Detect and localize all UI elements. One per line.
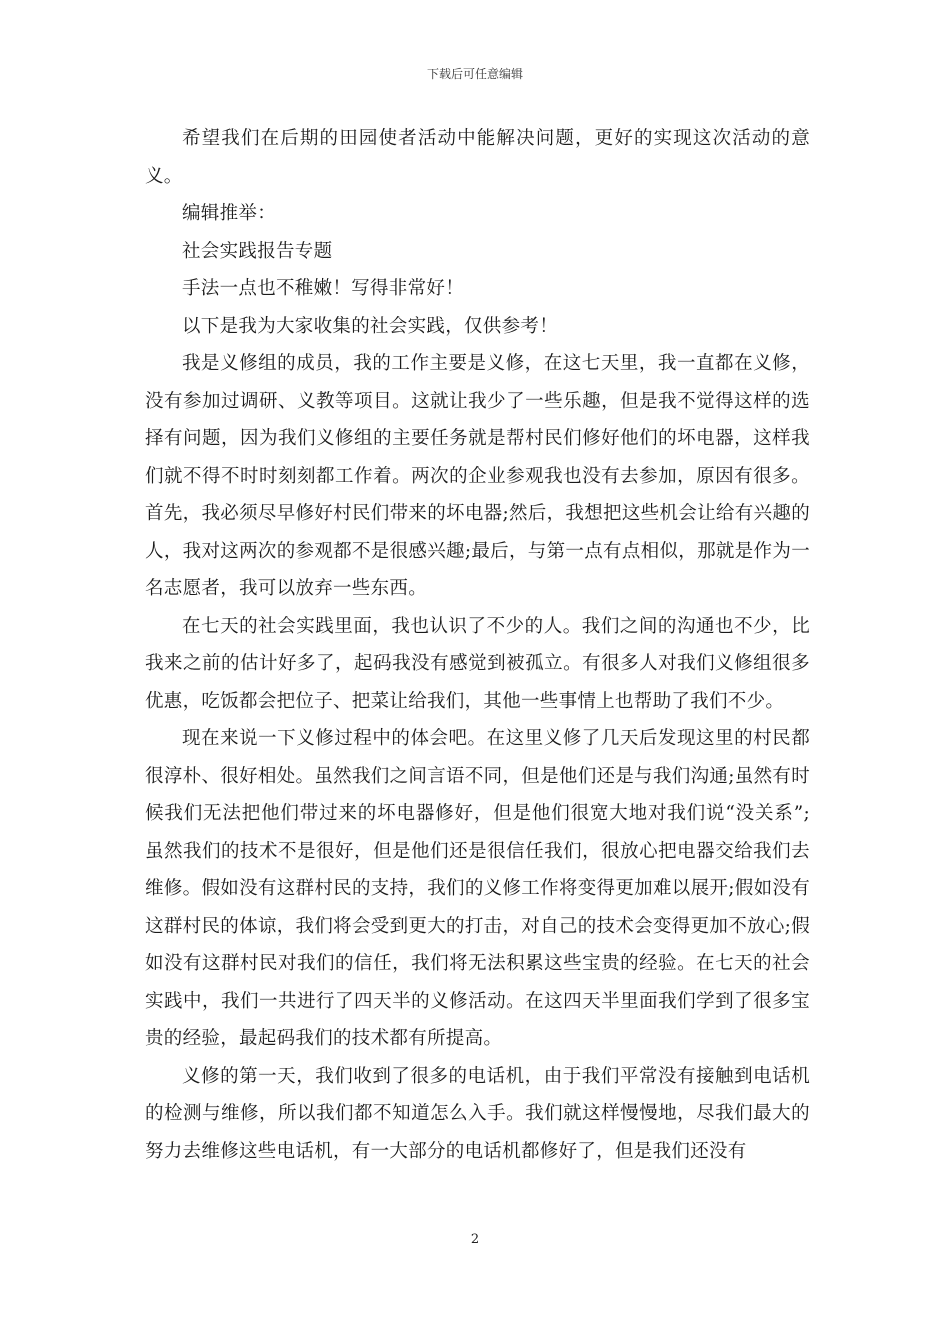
paragraph: 义修的第一天，我们收到了很多的电话机，由于我们平常没有接触到电话机的检测与维修，所以我们都不知道怎么入手。我们就这样慢慢地，尽我们最大的努力去维修这些电话机，有一大部分的电话机都修好了，但是我们还没有 [145,1065,810,1162]
paragraph: 手法一点也不稚嫩！写得非常好！ [182,278,465,299]
paragraph: 社会实践报告专题 [182,240,333,262]
paragraph: 以下是我为大家收集的社会实践，仅供参考！ [182,315,559,337]
paragraph: 希望我们在后期的田园使者活动中能解决问题，更好的实现这次活动的意义。 [145,128,810,187]
page-number: 2 [470,1232,480,1247]
paragraph: 在七天的社会实践里面，我也认识了不少的人。我们之间的沟通也不少，比我来之前的估计好多了，起码我没有感觉到被孤立。有很多人对我们义修组很多优惠，吃饭都会把位子、把菜让给我们，其他一些事情上也帮助了我们不少。 [145,615,810,712]
paragraph: 我是义修组的成员，我的工作主要是义修，在这七天里，我一直都在义修，没有参加过调研、义教等项目。这就让我少了一些乐趣，但是我不觉得这样的选择有问题，因为我们义修组的主要任务就是帮村民们修好他们的坏电器，这样我们就不得不时时刻刻都工作着。两次的企业参观我也没有去参加，原因有很多。首先，我必须尽早修好村民们带来的坏电器;然后，我想把这些机会让给有兴趣的人，我对这两次的参观都不是很感兴趣;最后，与第一点有点相似，那就是作为一名志愿者，我可以放弃一些东西。 [145,353,810,599]
page-header: 下载后可任意编辑 [426,67,523,81]
paragraph: 现在来说一下义修过程中的体会吧。在这里义修了几天后发现这里的村民都很淳朴、很好相处。虽然我们之间言语不同，但是他们还是与我们沟通;虽然有时候我们无法把他们带过来的坏电器修好，但是他们很宽大地对我们说“没关系”;虽然我们的技术不是很好，但是他们还是很信任我们，很放心把电器交给我们去维修。假如没有这群村民的支持，我们的义修工作将变得更加难以展开;假如没有这群村民的体谅，我们将会受到更大的打击，对自己的技术会变得更加不放心;假如没有这群村民对我们的信任，我们将无法积累这些宝贵的经验。在七天的社会实践中，我们一共进行了四天半的义修活动。在这四天半里面我们学到了很多宝贵的经验，最起码我们的技术都有所提高。 [145,728,810,1049]
paragraph: 编辑推举： [182,203,277,224]
document-body [145,120,810,1170]
